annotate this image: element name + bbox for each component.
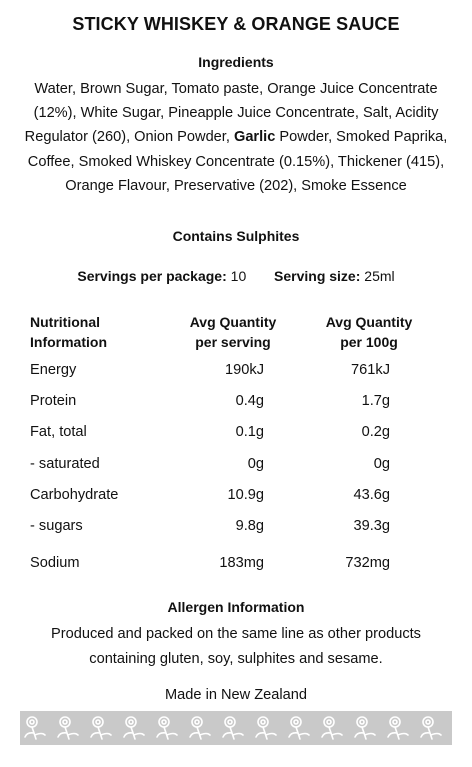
- header-col1-line2: Information: [30, 334, 107, 350]
- table-row: [0, 487, 472, 509]
- flower-sprig-icon: [256, 717, 276, 739]
- table-row: [0, 362, 472, 384]
- table-row: [0, 555, 472, 577]
- decorative-pattern-band: [20, 711, 452, 745]
- ingredients-text-part2: Powder, Smoked Paprika, Coffee, Smoked Whiskey Concentrate (0.15%), Thickener (415), Orange Flavour, Preservative (202), Smoke Essence: [27, 129, 448, 194]
- nutrient-name: Carbohydrate: [30, 487, 119, 503]
- per-serving-value: 183mg: [219, 555, 264, 571]
- flower-sprig-icon: [91, 717, 111, 739]
- servings-per-package-value: 10: [230, 268, 247, 284]
- flower-sprig-icon: [289, 717, 309, 739]
- contains-sulphites: Contains Sulphites: [172, 228, 300, 244]
- table-row: [0, 424, 472, 446]
- flower-sprig-icon: [355, 717, 375, 739]
- flower-sprig-icon: [223, 717, 243, 739]
- nutrition-table-header: [0, 312, 472, 356]
- per-serving-value: 10.9g: [227, 487, 264, 503]
- flower-sprig-icon: [190, 717, 210, 739]
- nutrient-name: - saturated: [30, 456, 100, 472]
- header-col3-line2: per 100g: [340, 334, 398, 350]
- per-serving-value: 190kJ: [225, 362, 264, 378]
- flower-sprig-icon: [322, 717, 342, 739]
- header-per-serving: [170, 312, 296, 352]
- per-serving-value: 0.1g: [235, 424, 264, 440]
- per-serving-value: 9.8g: [235, 518, 264, 534]
- serving-size-label: Serving size:: [274, 268, 361, 284]
- flower-sprig-icon: [157, 717, 177, 739]
- flower-sprig-icon: [388, 717, 408, 739]
- nutrient-name: Sodium: [30, 555, 80, 571]
- flower-sprig-icon: [124, 717, 144, 739]
- country-of-origin: Made in New Zealand: [165, 687, 307, 703]
- ingredients-heading: Ingredients: [198, 54, 274, 70]
- flower-sprig-icon: [421, 717, 441, 739]
- per-100g-value: 761kJ: [351, 362, 390, 378]
- product-title: STICKY WHISKEY & ORANGE SAUCE: [72, 14, 400, 34]
- per-100g-value: 0g: [373, 456, 390, 472]
- header-nutritional-information: [30, 312, 170, 352]
- flower-sprig-icon: [58, 717, 78, 739]
- flower-sprig-icon: [25, 717, 45, 739]
- table-row: [0, 393, 472, 415]
- header-col1-line1: Nutritional: [30, 314, 100, 330]
- header-col3-line1: Avg Quantity: [325, 314, 413, 330]
- per-100g-value: 43.6g: [353, 487, 390, 503]
- nutrient-name: - sugars: [30, 518, 83, 534]
- nutrient-name: Energy: [30, 362, 77, 378]
- per-serving-value: 0g: [247, 456, 264, 472]
- flower-sprig-icon-row: [20, 711, 452, 745]
- per-100g-value: 0.2g: [361, 424, 390, 440]
- header-per-100g: [306, 312, 432, 352]
- servings-per-package-label: Servings per package:: [77, 268, 227, 284]
- per-100g-value: 39.3g: [353, 518, 390, 534]
- allergen-text: Produced and packed on the same line as other products containing gluten, soy, sulphites and sesame.: [51, 626, 421, 667]
- per-100g-value: 732mg: [345, 555, 390, 571]
- serving-size-value: 25ml: [364, 268, 395, 284]
- per-100g-value: 1.7g: [361, 393, 390, 409]
- nutrient-name: Protein: [30, 393, 77, 409]
- allergen-heading: Allergen Information: [167, 599, 305, 615]
- header-col2-line2: per serving: [195, 334, 271, 350]
- ingredients-text: [20, 77, 452, 198]
- table-row: [0, 518, 472, 540]
- ingredients-bold-allergen: Garlic: [233, 129, 276, 146]
- ingredients-text-part1: Water, Brown Sugar, Tomato paste, Orange Juice Concentrate (12%), White Sugar, Pineapple Juice Concentrate, Salt, Acidity Regulator (260), Onion Powder,: [24, 81, 439, 146]
- table-row: [0, 456, 472, 478]
- header-col2-line1: Avg Quantity: [189, 314, 277, 330]
- nutrient-name: Fat, total: [30, 424, 87, 440]
- per-serving-value: 0.4g: [235, 393, 264, 409]
- servings-line: [0, 268, 472, 284]
